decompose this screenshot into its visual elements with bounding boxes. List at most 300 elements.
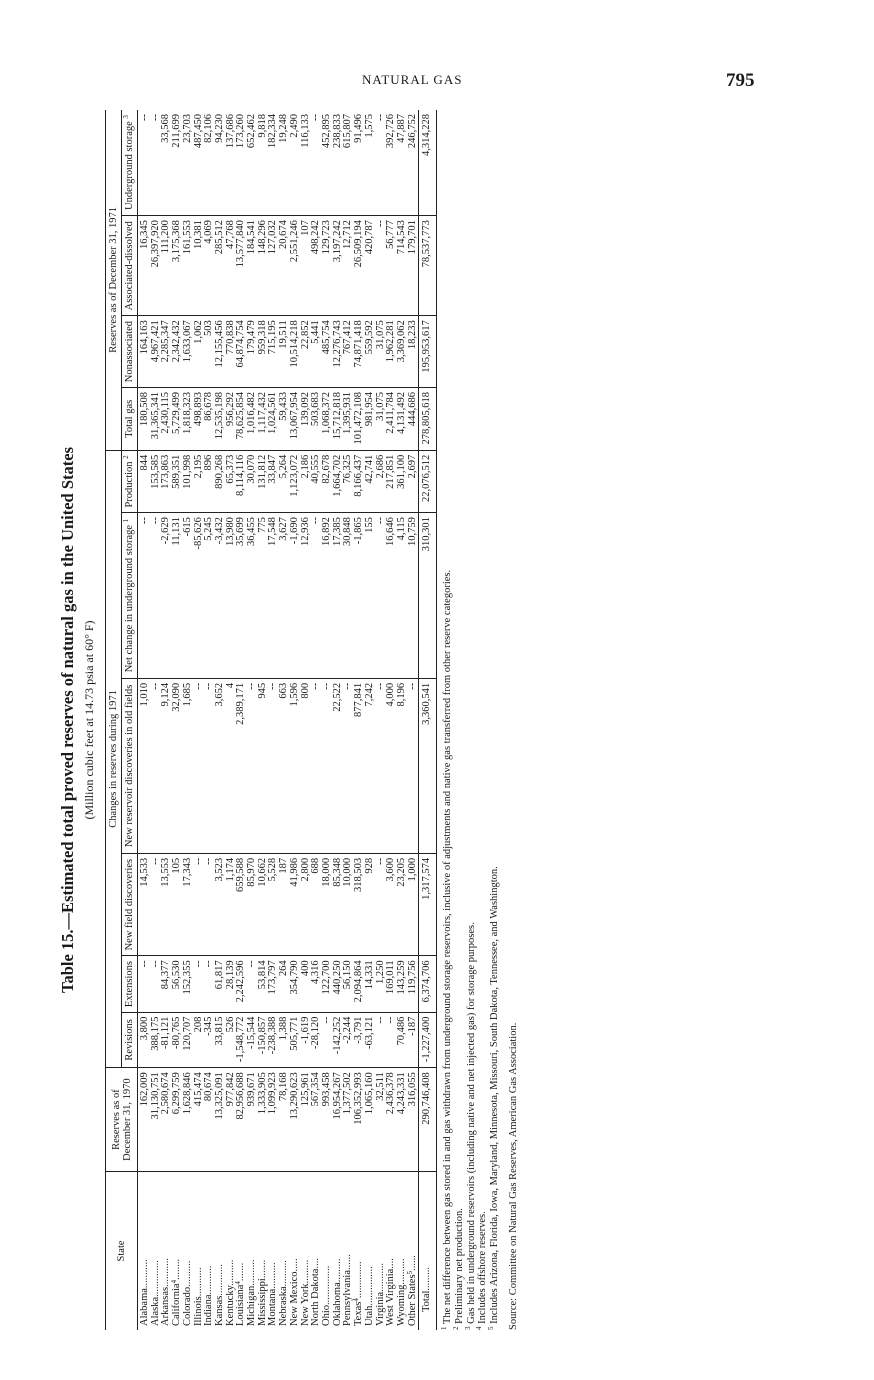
dot-leader: .......... [395,1258,407,1285]
footnote-text: Includes Arizona, Florida, Iowa, Maryland, Minnesota, Missouri, South Dakota, Tennessee, and Washington. [489,866,501,1324]
table-row [322,110,333,1330]
value-cell: 33,847 [268,450,279,512]
running-head: NATURAL GAS [362,72,463,87]
value-cell: 3,197,242 [333,216,344,316]
value-cell: 82,106 [204,110,215,216]
value-cell: -345 [204,1012,215,1068]
state-name: Alaska [149,1296,161,1326]
value-cell: 127,032 [268,216,279,316]
value-cell: 179,479 [247,316,258,388]
value-cell: 1,685 [183,678,194,853]
value-cell: 956,292 [226,387,237,450]
value-cell: 86,678 [204,387,215,450]
value-cell: 1,395,931 [343,387,354,450]
value-cell: 3,652 [215,678,226,853]
value-cell: 31,075 [376,387,387,450]
value-cell: 1,575 [365,110,376,216]
value-cell: 977,842 [226,1068,237,1172]
value-cell: 1,377,502 [343,1068,354,1172]
value-cell: 945 [258,678,269,853]
page-number: 795 [726,70,755,91]
value-cell: 981,954 [365,387,376,450]
value-cell: 452,895 [322,110,333,216]
state-name: Oklahoma [331,1282,343,1326]
value-cell: 155 [365,513,376,679]
value-cell: 85,348 [333,853,344,956]
value-cell: 26,397,920 [151,216,162,316]
dot-leader: ....... [235,1262,247,1282]
value-cell: 28,139 [226,956,237,1012]
group-header-changes: Changes in reserves during 1971 [106,450,122,1068]
value-cell: 2,342,432 [172,316,183,388]
state-name: Illinois [192,1296,204,1326]
value-cell: -3,791 [354,1012,365,1068]
value-cell: -- [322,1012,333,1068]
group-header-reserves-1971: Reserves as of December 31, 1971 [106,110,122,450]
value-cell: 10,000 [343,853,354,956]
value-cell: 844 [138,450,151,512]
value-cell: 53,814 [258,956,269,1012]
value-cell: 2,800 [301,853,312,956]
value-cell: -- [204,678,215,853]
state-footnote-mark: 5 [405,1270,414,1275]
value-cell: -- [194,956,205,1012]
table-row [408,110,419,1330]
value-cell: 3,523 [215,853,226,956]
value-cell: 217,851 [386,450,397,512]
col-header-net-change [122,513,138,679]
value-cell: 663 [279,678,290,853]
footnote-mark: 5 [487,1326,496,1330]
value-cell: 122,700 [322,956,333,1012]
value-cell: 3,360,541 [419,678,437,853]
value-cell: -63,121 [365,1012,376,1068]
value-cell: 1,123,072 [290,450,301,512]
value-cell: 10,514,218 [290,316,301,388]
value-cell: 70,486 [397,1012,408,1068]
value-cell: -- [343,678,354,853]
table-row [376,110,387,1330]
value-cell: 800 [301,678,312,853]
dot-leader: .......... [246,1259,258,1286]
col-header-production [122,450,138,512]
value-cell: 23,703 [183,110,194,216]
value-cell: 19,248 [279,110,290,216]
dot-leader: .......... [181,1260,193,1287]
value-cell: 3,800 [138,1012,151,1068]
value-cell: 12,155,456 [215,316,226,388]
value-cell: 161,553 [183,216,194,316]
value-cell: 5,729,499 [172,387,183,450]
value-cell: 22,076,512 [419,450,437,512]
value-cell: 400 [301,956,312,1012]
table-row [183,110,194,1330]
value-cell: 498,242 [311,216,322,316]
value-cell: 310,301 [419,513,437,679]
value-cell: 20,674 [279,216,290,316]
dot-leader: ..... [288,1258,300,1272]
table-row [301,110,312,1330]
value-cell: 80,674 [204,1068,215,1172]
value-cell: 139,092 [301,387,312,450]
value-cell: -142,252 [333,1012,344,1068]
value-cell: 41,986 [290,853,301,956]
table-row [311,110,322,1330]
value-cell: 195,953,617 [419,316,437,388]
value-cell: 78,537,773 [419,216,437,316]
state-name: Alabama [139,1288,151,1326]
value-cell: 526 [226,1012,237,1068]
footnote-mark: 1 [440,1326,449,1330]
value-cell: 1,250 [376,956,387,1012]
footnote-text: Preliminary net production. [453,1208,465,1324]
value-cell: 173,797 [268,956,279,1012]
dot-leader: ............ [213,1264,225,1296]
dot-leader: ............... [320,1265,332,1305]
value-cell: -- [138,110,151,216]
footnote-mark: 2 [451,1326,460,1330]
value-cell: 106,352,993 [354,1068,365,1172]
value-cell: 928 [365,853,376,956]
value-cell: 1,333,905 [258,1068,269,1172]
value-cell: 4,000 [386,678,397,853]
value-cell: 10,759 [408,513,419,679]
footnote [463,110,478,1330]
dot-leader: .............. [353,1261,365,1299]
value-cell: -187 [408,1012,419,1068]
footnote [477,110,489,1330]
value-cell: 42,741 [365,450,376,512]
dot-leader: ....... [256,1259,268,1279]
value-cell: -28,120 [311,1012,322,1068]
table-row [161,110,172,1330]
footnote-text: Includes offshore reserves. [477,1211,489,1324]
value-cell: -- [376,513,387,679]
value-cell: 420,787 [365,216,376,316]
footnote-text: Gas held in underground reservoirs (including native and net injected gas) for storage purposes. [465,922,477,1324]
value-cell: 31,075 [376,316,387,388]
value-cell: -615 [183,513,194,679]
state-name: Mississippi [256,1278,268,1326]
value-cell: -1,227,400 [419,1012,437,1068]
value-cell: 2,094,864 [354,956,365,1012]
value-cell: 33,815 [215,1012,226,1068]
footnote [442,110,454,1330]
value-cell: 361,100 [397,450,408,512]
state-footnote-mark: 4 [352,1298,361,1302]
value-cell: 767,412 [343,316,354,388]
value-cell: 76,325 [343,450,354,512]
value-cell: 36,455 [247,513,258,679]
value-cell: 74,871,418 [354,316,365,388]
value-cell: 238,833 [333,110,344,216]
value-cell: 440,250 [333,956,344,1012]
value-cell: 415,474 [194,1068,205,1172]
value-cell: -- [151,678,162,853]
value-cell: 264 [279,956,290,1012]
value-cell: 354,790 [290,956,301,1012]
dot-leader: ......... [421,1266,433,1291]
value-cell: 131,812 [258,450,269,512]
rotated-table-page [54,110,694,1330]
value-cell: 1,099,923 [268,1068,279,1172]
value-cell: 4,316 [311,956,322,1012]
col-header-associated: Associated-dissolved [122,216,138,316]
value-cell: 26,509,194 [354,216,365,316]
value-cell: 17,343 [183,853,194,956]
table-row [204,110,215,1330]
value-cell: 8,196 [397,678,408,853]
value-cell: 487,450 [194,110,205,216]
table-row [172,110,183,1330]
value-cell: -2,244 [343,1012,354,1068]
value-cell: 1,388 [279,1012,290,1068]
value-cell: 148,296 [258,216,269,316]
value-cell: -- [151,853,162,956]
value-cell: -- [151,110,162,216]
value-cell: 4,967,421 [151,316,162,388]
value-cell: -- [376,853,387,956]
value-cell: 16,345 [138,216,151,316]
value-cell: -85,626 [194,513,205,679]
value-cell: 31,130,751 [151,1068,162,1172]
dot-leader: ........... [139,1259,151,1289]
value-cell: 559,592 [365,316,376,388]
value-cell: 896 [204,450,215,512]
value-cell: 2,389,171 [236,678,247,853]
table-body [138,110,437,1330]
value-cell: 84,377 [161,956,172,1012]
dot-leader: ........ [171,1258,183,1280]
dot-leader: .......... [224,1259,236,1286]
value-cell: 33,568 [161,110,172,216]
value-cell: 770,838 [226,316,237,388]
total-row [419,110,437,1330]
value-cell: 567,354 [311,1068,322,1172]
footnote [451,110,466,1330]
table-row [247,110,258,1330]
value-cell: -2,629 [161,513,172,679]
value-cell: 498,893 [194,387,205,450]
value-cell: 10,662 [258,853,269,956]
state-name: Kentucky [224,1285,236,1326]
value-cell: 9,124 [161,678,172,853]
value-cell: 2,195 [194,450,205,512]
value-cell: 715,195 [268,316,279,388]
col-header-revisions: Revisions [122,1012,138,1068]
value-cell: -- [194,678,205,853]
value-cell: -1,865 [354,513,365,679]
value-cell: 31,365,341 [151,387,162,450]
value-cell: 22,852 [301,316,312,388]
value-cell: 8,114,116 [236,450,247,512]
value-cell: 82,678 [322,450,333,512]
value-cell: 12,712 [343,216,354,316]
state-name: Wyoming [395,1284,407,1326]
value-cell: 56,150 [343,956,354,1012]
value-cell: 12,276,743 [333,316,344,388]
value-cell: -3,432 [215,513,226,679]
value-cell: 2,411,784 [386,387,397,450]
value-cell: -1,548,772 [236,1012,247,1068]
value-cell: 16,954,267 [333,1068,344,1172]
col-header-extensions: Extensions [122,956,138,1012]
table-row [290,110,301,1330]
net-change-footnote-mark: 1 [122,518,131,523]
value-cell: 64,874,754 [236,316,247,388]
value-cell: 153,585 [151,450,162,512]
value-cell: 105 [172,853,183,956]
value-cell: 143,259 [397,956,408,1012]
value-cell: 2,242,596 [236,956,247,1012]
value-cell: 208 [194,1012,205,1068]
value-cell: 32,511 [376,1068,387,1172]
value-cell: 5,245 [204,513,215,679]
value-cell: 775 [258,513,269,679]
value-cell: -- [376,110,387,216]
value-cell: 47,887 [397,110,408,216]
dot-leader: ........... [374,1262,386,1292]
state-cell [405,1171,419,1330]
value-cell: 12,535,198 [215,387,226,450]
value-cell: 4,115 [397,513,408,679]
value-cell: 2,686 [376,450,387,512]
value-cell: 388,175 [151,1012,162,1068]
dot-leader: ............... [363,1266,375,1306]
value-cell: 5,264 [279,450,290,512]
dot-leader: .... [385,1258,397,1269]
table-row [333,110,344,1330]
state-name: Colorado [181,1286,193,1326]
value-cell: -- [151,956,162,1012]
value-cell: 652,462 [247,110,258,216]
dot-leader: ......... [331,1258,343,1283]
state-name: Nebraska [278,1286,290,1326]
value-cell: 4,131,492 [397,387,408,450]
state-name: New York [299,1283,311,1326]
value-cell: 3,175,368 [172,216,183,316]
value-cell: 137,686 [226,110,237,216]
value-cell: 10,381 [194,216,205,316]
footnote-mark: 3 [463,1326,472,1330]
state-name: Montana [267,1288,279,1326]
value-cell: 14,533 [138,853,151,956]
value-cell: 2,436,378 [386,1068,397,1172]
value-cell: 107 [301,216,312,316]
value-cell: 3,627 [279,513,290,679]
value-cell: 14,331 [365,956,376,1012]
state-footnote-mark: 4 [234,1281,243,1285]
value-cell: 4,314,228 [419,110,437,216]
footnote-mark: 4 [475,1326,484,1330]
value-cell: 65,373 [226,450,237,512]
value-cell: 17,385 [333,513,344,679]
value-cell: 101,998 [183,450,194,512]
table-row [258,110,269,1330]
value-cell: 278,805,618 [419,387,437,450]
value-cell: 589,351 [172,450,183,512]
value-cell: 2,490 [290,110,301,216]
value-cell: 316,055 [408,1068,419,1172]
value-cell: 1,010 [138,678,151,853]
dot-leader: ...... [342,1254,354,1270]
value-cell: 485,754 [322,316,333,388]
value-cell: 1,117,432 [258,387,269,450]
value-cell: 993,458 [322,1068,333,1172]
value-cell: 1,065,160 [365,1068,376,1172]
value-cell: -1,619 [301,1012,312,1068]
production-label: Production [124,461,136,508]
value-cell: 1,664,702 [333,450,344,512]
value-cell: 5,528 [268,853,279,956]
value-cell: 505,771 [290,1012,301,1068]
value-cell: 1,174 [226,853,237,956]
value-cell: 85,970 [247,853,258,956]
reserves-table [105,110,437,1330]
value-cell: -238,388 [268,1012,279,1068]
value-cell: 1,633,067 [183,316,194,388]
value-cell: 91,496 [354,110,365,216]
value-cell: 47,768 [226,216,237,316]
value-cell: 959,318 [258,316,269,388]
footnote-text: The net difference between gas stored in and gas withdrawn from underground storage reservoirs, inclusive of adjustments and native gas transferred from other reserve categories. [442,569,454,1325]
value-cell: -- [311,513,322,679]
state-name: Kansas [213,1295,225,1326]
col-header-reserves-1970: Reserves as of December 31, 1970 [106,1068,138,1172]
col-header-state: State [106,1171,138,1330]
value-cell: 61,817 [215,956,226,1012]
value-cell: 285,512 [215,216,226,316]
state-name: Michigan [246,1285,258,1326]
value-cell: 5,441 [311,316,322,388]
value-cell: 290,746,408 [419,1068,437,1172]
value-cell: -- [138,513,151,679]
value-cell: 3,600 [386,853,397,956]
value-cell: 59,433 [279,387,290,450]
value-cell: 173,260 [236,110,247,216]
table-row [151,110,162,1330]
value-cell: 1,062 [194,316,205,388]
value-cell: 17,548 [268,513,279,679]
dot-leader: ........... [160,1258,172,1287]
state-name: Texas [353,1301,365,1326]
state-footnote-mark: 4 [170,1279,179,1284]
value-cell: 2,580,674 [161,1068,172,1172]
footnote [489,110,501,1330]
value-cell: 4,243,331 [397,1068,408,1172]
state-name: North Dakota [310,1268,322,1326]
value-cell: 16,646 [386,513,397,679]
value-cell: 180,508 [138,387,151,450]
value-cell: -- [408,678,419,853]
value-cell: 615,807 [343,110,354,216]
value-cell: 1,024,561 [268,387,279,450]
value-cell: 184,541 [247,216,258,316]
value-cell: 30,070 [247,450,258,512]
value-cell: 179,701 [408,216,419,316]
value-cell: 13,290,623 [290,1068,301,1172]
value-cell: 82,956,688 [236,1068,247,1172]
value-cell: 2,186 [301,450,312,512]
value-cell: 187 [279,853,290,956]
value-cell: -- [376,1012,387,1068]
value-cell: 23,205 [397,853,408,956]
dot-leader: .............. [149,1260,161,1297]
value-cell: -1,690 [290,513,301,679]
dot-leader: ......... [299,1259,311,1284]
value-cell: 35,699 [236,513,247,679]
value-cell: 6,374,706 [419,956,437,1012]
